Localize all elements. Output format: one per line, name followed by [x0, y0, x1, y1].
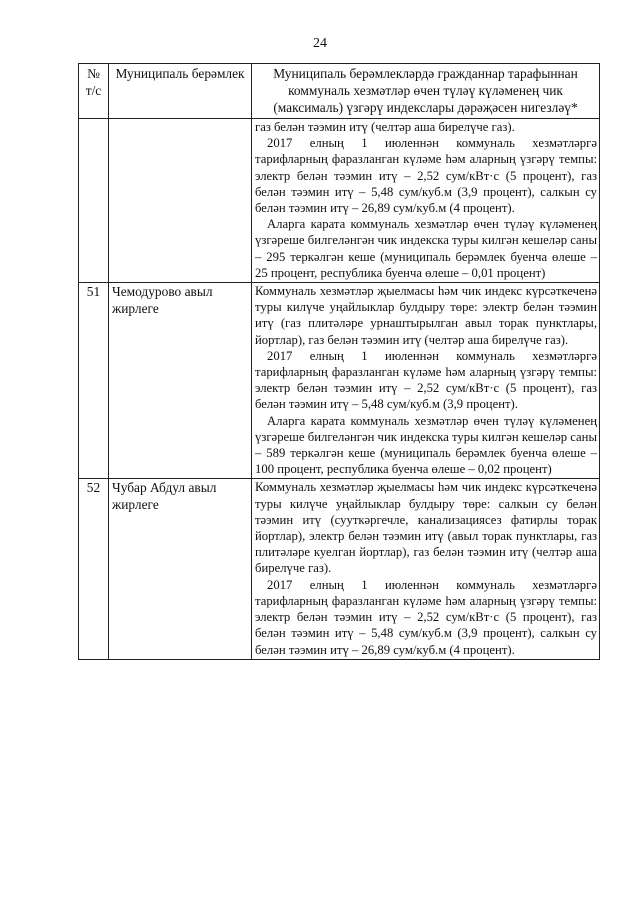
row-description [252, 283, 600, 479]
tariff-index-table [78, 63, 600, 660]
table-row [79, 479, 600, 659]
paragraph: газ белән тәэмин итү (челтәр аша бирелүче газ). [255, 120, 515, 134]
paragraph: 2017 елның 1 июленнән коммуналь хезмәтләргә тарифларның фаразланган күләме һәм аларның үзгәрү темпы: электр белән тәэмин итү – 2,52 сум/кВт·с (5 процент), газ белән тәэмин итү – 5,48 сум/куб.м (3,9 процент), салкын су белән тәэмин итү – 26,89 сум/куб.м (4 процент). [255, 136, 597, 216]
paragraph: Аларга карата коммуналь хезмәтләр өчен түләү күләменең үзгәреше билгеләнгән чик индекска туры килгән кешеләр саны – 589 теркәлгән кеше (муниципаль берәмлек буенча өлеше – 100 процент, республика буенча өлеше – 0,02 процент) [255, 413, 597, 477]
paragraph: Коммуналь хезмәтләр җыелмасы һәм чик индекс күрсәткеченә туры килүче уңайлыклар булдыру төре: электр белән тәэмин итү (газ плитәләре урнаштырылган авыл торак пунктлары, йортлар), газ белән тәэмин итү (челтәр аша бирелүче газ). [255, 284, 597, 347]
table-row [79, 283, 600, 479]
paragraph: Коммуналь хезмәтләр җыелмасы һәм чик индекс күрсәткеченә туры килүче уңайлыклар булдыру төре: салкын су белән тәэмин итү (сууткәргечле, канализациясез фатирлы торак йортлар), электр белән тәэмин итү (авыл торак пунктлары, газ плитәләре куелган йортлар), газ белән тәэмин итү (челтәр аша бирелүче газ). [255, 480, 597, 576]
header-number: № т/с [79, 64, 109, 119]
row-number [79, 119, 109, 283]
row-description [252, 119, 600, 283]
row-municipality: Чубар Абдул авыл жирлеге [109, 479, 252, 659]
paragraph: 2017 елның 1 июленнән коммуналь хезмәтләргә тарифларның фаразланган күләме һәм аларның үзгәрү темпы: электр белән тәэмин итү – 2,52 сум/кВт·с (5 процент), газ белән тәэмин итү – 5,48 сум/куб.м (3,9 процент). [255, 348, 597, 412]
row-description [252, 479, 600, 659]
row-municipality: Чемодурово авыл жирлеге [109, 283, 252, 479]
row-number: 52 [79, 479, 109, 659]
table-row [79, 119, 600, 283]
row-number: 51 [79, 283, 109, 479]
table-header-row [79, 64, 600, 119]
paragraph: 2017 елның 1 июленнән коммуналь хезмәтләргә тарифларның фаразланган күләме һәм аларның үзгәрү темпы: электр белән тәэмин итү – 2,52 сум/кВт·с (5 процент), газ белән тәэмин итү – 5,48 сум/куб.м (3,9 процент), салкын су белән тәэмин итү – 26,89 сум/куб.м (4 процент). [255, 577, 597, 657]
paragraph: Аларга карата коммуналь хезмәтләр өчен түләү күләменең үзгәреше билгеләнгән чик индекска туры килгән кешеләр саны – 295 теркәлгән кеше (муниципаль берәмлек буенча өлеше – 25 процент, республика буенча өлеше – 0,01 процент) [255, 217, 597, 280]
header-index-justification: Муниципаль берәмлекләрдә гражданнар тарафыннан коммуналь хезмәтләр өчен түләү күләменең чик (максималь) үзгәрү индекслары дәрәҗәсен нигезләү* [252, 64, 600, 119]
row-municipality [109, 119, 252, 283]
page-number: 24 [313, 36, 327, 51]
header-municipality: Муниципаль берәмлек [109, 64, 252, 119]
